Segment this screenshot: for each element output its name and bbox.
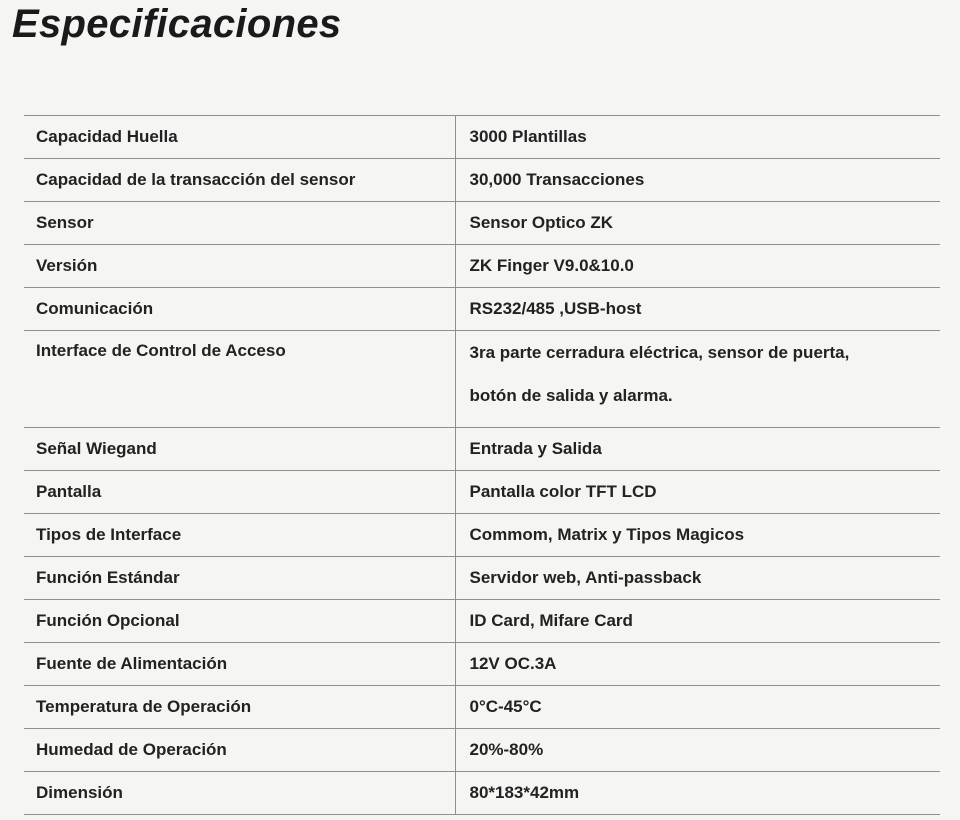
spec-value: 30,000 Transacciones (469, 170, 645, 189)
table-row (24, 428, 940, 471)
table-row (24, 471, 940, 514)
specifications-table (24, 115, 940, 815)
table-row (24, 202, 940, 245)
spec-value: 12V OC.3A (469, 654, 557, 673)
spec-label: Interface de Control de Acceso (24, 331, 455, 428)
table-row (24, 159, 940, 202)
spec-value: 80*183*42mm (469, 783, 580, 802)
table-row (24, 600, 940, 643)
spec-label: Humedad de Operación (24, 729, 455, 772)
spec-label: Capacidad Huella (24, 116, 455, 159)
table-row (24, 729, 940, 772)
spec-label: Sensor (24, 202, 455, 245)
table-row (24, 245, 940, 288)
spec-value: Pantalla color TFT LCD (469, 482, 657, 501)
spec-label: Fuente de Alimentación (24, 643, 455, 686)
page-title: Especificaciones (12, 2, 342, 46)
spec-label: Comunicación (24, 288, 455, 331)
spec-value: 3000 Plantillas (469, 127, 587, 146)
spec-value (455, 331, 940, 428)
spec-value: Commom, Matrix y Tipos Magicos (469, 525, 745, 544)
spec-value: Sensor Optico ZK (469, 213, 614, 232)
spec-value: ID Card, Mifare Card (469, 611, 633, 630)
spec-label: Señal Wiegand (24, 428, 455, 471)
spec-label: Dimensión (24, 772, 455, 815)
spec-label: Función Opcional (24, 600, 455, 643)
spec-value: ZK Finger V9.0&10.0 (469, 256, 634, 275)
spec-label: Versión (24, 245, 455, 288)
table-row (24, 557, 940, 600)
spec-value: 20%-80% (469, 740, 544, 759)
spec-value-line: botón de salida y alarma. (469, 386, 673, 405)
spec-value: Servidor web, Anti-passback (469, 568, 702, 587)
spec-label: Temperatura de Operación (24, 686, 455, 729)
spec-label: Función Estándar (24, 557, 455, 600)
spec-label: Pantalla (24, 471, 455, 514)
spec-value: RS232/485 ,USB-host (469, 299, 642, 318)
table-row (24, 331, 940, 428)
table-row (24, 514, 940, 557)
table-row (24, 686, 940, 729)
spec-label: Capacidad de la transacción del sensor (24, 159, 455, 202)
spec-value-line: 3ra parte cerradura eléctrica, sensor de puerta, (469, 343, 850, 362)
table-row (24, 116, 940, 159)
table-row (24, 288, 940, 331)
table-row (24, 643, 940, 686)
spec-label: Tipos de Interface (24, 514, 455, 557)
spec-value: 0°C-45°C (469, 697, 542, 716)
table-row (24, 772, 940, 815)
spec-value: Entrada y Salida (469, 439, 602, 458)
